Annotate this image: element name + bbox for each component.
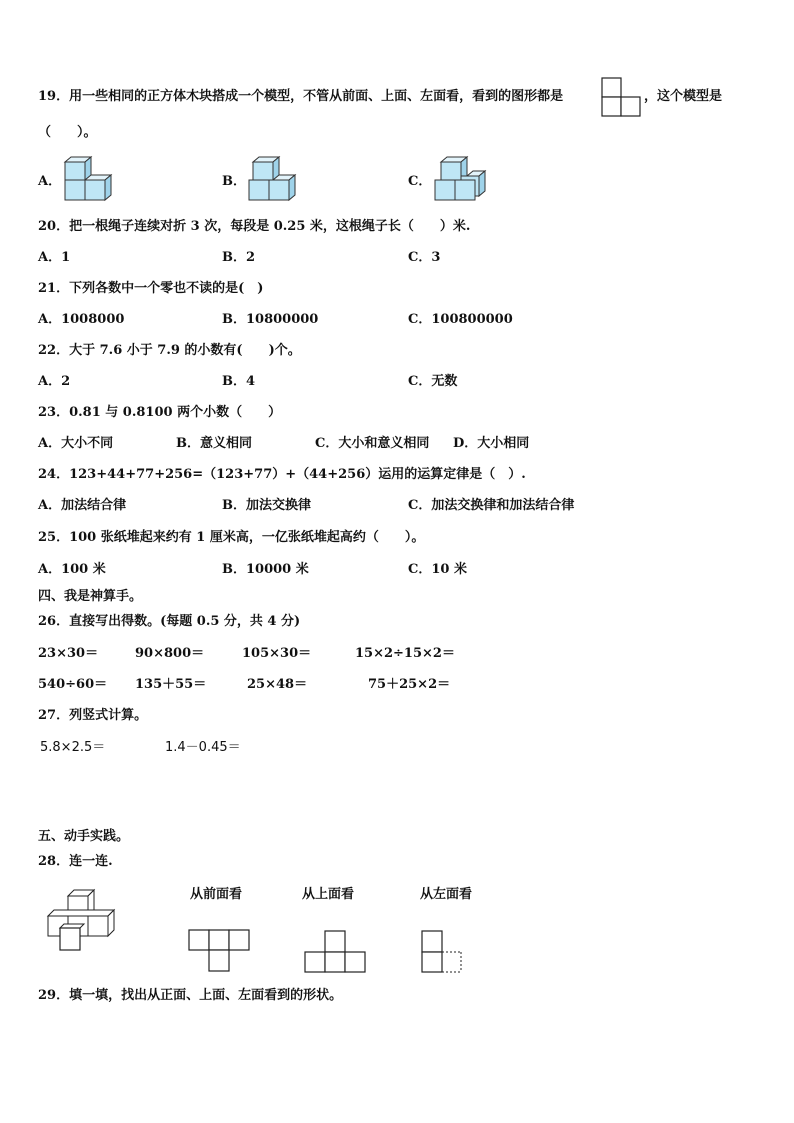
q24-text: 24．123+44+77+256=（123+77）+（44+256）运用的运算定律是（ ）. — [38, 467, 526, 482]
q19-option-c-label: C． — [408, 174, 432, 189]
q22-option-b: B．4 — [222, 374, 256, 389]
q24-option-b: B．加法交换律 — [222, 498, 311, 513]
q20-option-a: A．1 — [38, 250, 71, 265]
q21-option-b: B．10800000 — [222, 312, 319, 327]
q19-option-a-cubes — [63, 154, 113, 204]
q23-option-a: A．大小不同 — [38, 436, 114, 451]
q21-text: 21．下列各数中一个零也不读的是( ) — [38, 281, 264, 296]
q22-option-a: A．2 — [38, 374, 71, 389]
q26-expr: 105×30＝ — [242, 646, 312, 661]
q28-view-top — [304, 930, 368, 974]
q25-option-c: C．10 米 — [408, 562, 467, 577]
q19-line2: （ ）。 — [38, 125, 97, 140]
q26-expr: 23×30＝ — [38, 646, 99, 661]
q24-option-a: A．加法结合律 — [38, 498, 127, 513]
q19-line1b: ，这个模型是 — [644, 89, 723, 104]
section-5-heading: 五、动手实践。 — [38, 829, 130, 844]
q19-line1: 19．用一些相同的正方体木块搭成一个模型，不管从前面、上面、左面看，看到的图形都是 — [38, 89, 564, 104]
q28-solid-figure — [44, 888, 136, 952]
q25-text: 25．100 张纸堆起来约有 1 厘米高，一亿张纸堆起高约（ ）。 — [38, 530, 425, 545]
q23-option-d: D．大小相同 — [453, 436, 530, 451]
q23-text: 23．0.81 与 0.8100 两个小数（ ） — [38, 405, 282, 420]
q27-text: 27．列竖式计算。 — [38, 708, 148, 723]
q19-option-b-cubes — [247, 154, 297, 204]
q29-text: 29．填一填，找出从正面、上面、左面看到的形状。 — [38, 988, 343, 1003]
q20-option-c: C．3 — [408, 250, 441, 265]
q26-expr: 135＋55＝ — [135, 677, 207, 692]
q28-label-top: 从上面看 — [302, 887, 355, 902]
q26-text: 26．直接写出得数。(每题 0.5 分，共 4 分) — [38, 614, 301, 629]
q19-option-c-cubes — [433, 154, 489, 204]
q26-expr: 25×48＝ — [247, 677, 308, 692]
q28-label-left: 从左面看 — [420, 887, 473, 902]
q25-option-b: B．10000 米 — [222, 562, 309, 577]
q28-view-front — [188, 929, 252, 973]
q28-view-left — [421, 930, 465, 974]
q19-option-b-label: B． — [222, 174, 246, 189]
q23-option-c: C．大小和意义相同 — [315, 436, 430, 451]
q19-view-figure — [601, 77, 641, 117]
q26-expr: 540÷60＝ — [38, 677, 108, 692]
q22-option-c: C．无数 — [408, 374, 458, 389]
q26-expr: 75＋25×2＝ — [368, 677, 451, 692]
q26-expr: 15×2÷15×2＝ — [355, 646, 455, 661]
q19-option-a-label: A． — [38, 174, 62, 189]
section-4-heading: 四、我是神算手。 — [38, 589, 143, 604]
q28-text: 28．连一连. — [38, 854, 113, 869]
q26-expr: 90×800＝ — [135, 646, 205, 661]
q22-text: 22．大于 7.6 小于 7.9 的小数有( )个。 — [38, 343, 301, 358]
q23-option-b: B．意义相同 — [176, 436, 252, 451]
q21-option-c: C．100800000 — [408, 312, 513, 327]
q21-option-a: A．1008000 — [38, 312, 125, 327]
q28-label-front: 从前面看 — [190, 887, 243, 902]
q27-expr-2: 1.4－0.45＝ — [165, 740, 241, 755]
q24-option-c: C．加法交换律和加法结合律 — [408, 498, 575, 513]
q20-option-b: B．2 — [222, 250, 256, 265]
q20-text: 20．把一根绳子连续对折 3 次，每段是 0.25 米，这根绳子长（ ）米. — [38, 219, 471, 234]
q25-option-a: A．100 米 — [38, 562, 106, 577]
q27-expr-1: 5.8×2.5＝ — [40, 740, 106, 755]
